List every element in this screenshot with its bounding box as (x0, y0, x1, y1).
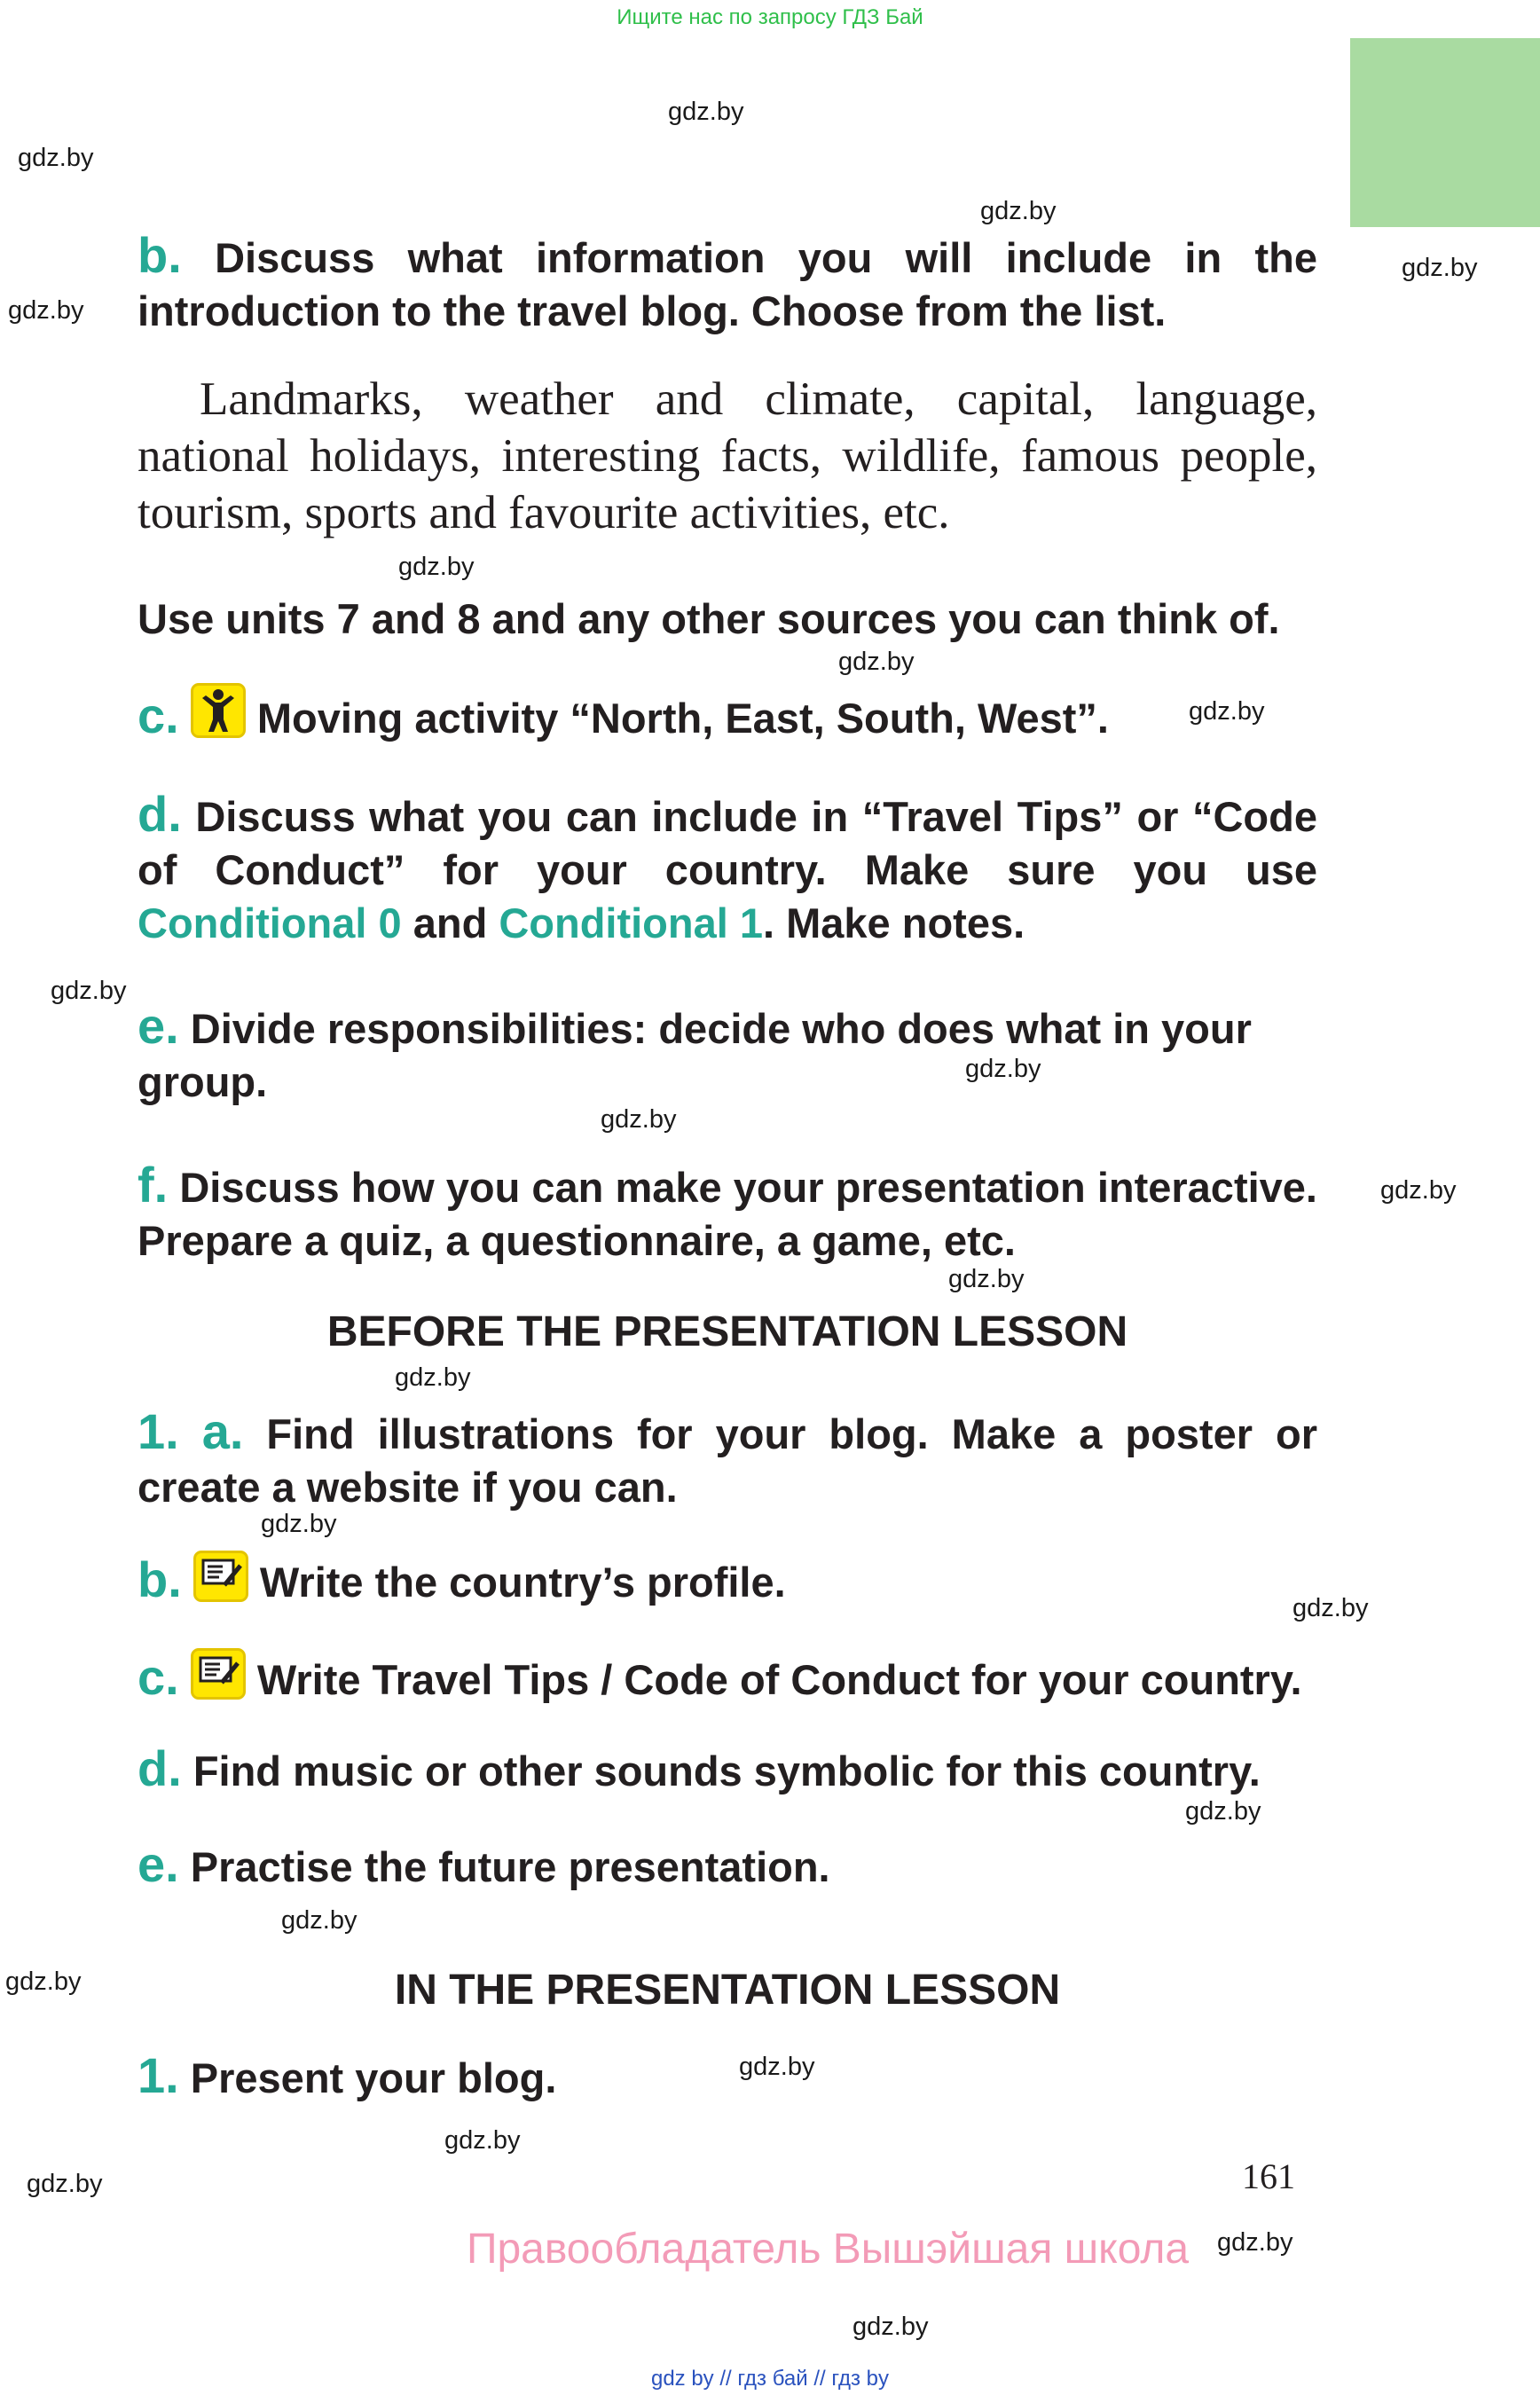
task-letter: b. (138, 1551, 182, 1607)
task-f (138, 1158, 1317, 1268)
before-task-1a (138, 1405, 1317, 1514)
watermark: gdz.by (1185, 1797, 1261, 1826)
watermark: gdz.by (1292, 1594, 1369, 1622)
page-number: 161 (1242, 2156, 1295, 2196)
before-task-1d (138, 1742, 1317, 1798)
task-letter: e. (138, 1836, 179, 1892)
task-text: Write Travel Tips / Code of Conduct for your country. (256, 1656, 1302, 1703)
task-letter: d. (138, 786, 182, 842)
task-letter: b. (138, 227, 182, 283)
task-d (138, 788, 1317, 950)
watermark: gdz.by (739, 2053, 815, 2081)
task-text: Divide responsibilities: decide who does what in your group. (138, 1005, 1252, 1105)
use-units-note: Use units 7 and 8 and any other sources you can think of. (138, 595, 1280, 642)
top-banner: Ищите нас по запросу ГДЗ Бай (617, 5, 923, 29)
watermark: gdz.by (398, 553, 475, 581)
task-text: . Make notes. (763, 899, 1025, 946)
task-letter: f. (138, 1157, 169, 1213)
watermark: gdz.by (1402, 254, 1478, 282)
task-c (138, 683, 1317, 745)
watermark: gdz.by (27, 2170, 103, 2198)
conditional-0-term: Conditional 0 (138, 899, 402, 946)
watermark: gdz.by (281, 1906, 358, 1935)
conditional-1-term: Conditional 1 (499, 899, 763, 946)
task-text: and (412, 899, 488, 946)
before-task-1c (138, 1648, 1317, 1707)
watermark: gdz.by (948, 1265, 1025, 1293)
heading-in-presentation: IN THE PRESENTATION LESSON (394, 1967, 1061, 2014)
watermark: gdz.by (1380, 1176, 1457, 1205)
task-text: Find music or other sounds symbolic for this country. (192, 1747, 1261, 1794)
watermark: gdz.by (51, 977, 127, 1005)
watermark: gdz.by (601, 1105, 677, 1134)
watermark: gdz.by (668, 98, 744, 126)
task-letter: a. (201, 1403, 244, 1459)
task-letter: e. (138, 998, 179, 1054)
task-number: 1. (138, 1403, 179, 1459)
green-corner-tab (1350, 38, 1540, 227)
watermark: gdz.by (444, 2126, 521, 2155)
watermark: gdz.by (838, 648, 915, 676)
task-text: Discuss how you can make your presentation interactive. Prepare a quiz, a questionnaire, a game, etc. (138, 1164, 1317, 1264)
rights-holder: Правообладатель Вышэйшая школа (466, 2226, 1190, 2273)
task-number: 1. (138, 2047, 179, 2103)
task-letter: c. (138, 687, 179, 743)
watermark: gdz.by (395, 1363, 471, 1392)
task-b (138, 229, 1317, 338)
footer-links: gdz by // гдз бай // гдз by (650, 2367, 890, 2391)
writing-icon (193, 1551, 248, 1602)
task-letter: d. (138, 1740, 182, 1796)
task-text: Present your blog. (190, 2054, 557, 2101)
watermark: gdz.by (18, 144, 94, 172)
watermark: gdz.by (8, 296, 84, 325)
watermark: gdz.by (261, 1510, 337, 1538)
task-text: Find illustrations for your blog. Make a poster or create a website if you can. (138, 1410, 1317, 1511)
watermark: gdz.by (1189, 697, 1265, 726)
watermark: gdz.by (852, 2313, 929, 2341)
task-text: Write the country’s profile. (259, 1559, 786, 1606)
writing-icon (191, 1648, 246, 1700)
watermark: gdz.by (1217, 2228, 1293, 2257)
task-text: Moving activity “North, East, South, West”. (256, 695, 1109, 742)
watermark: gdz.by (5, 1967, 82, 1996)
task-e (138, 1000, 1317, 1109)
task-text: Discuss what information you will include in the introduction to the travel blog. Choose from the list. (138, 234, 1317, 334)
moving-person-icon (191, 683, 246, 738)
watermark: gdz.by (965, 1055, 1041, 1083)
task-letter: c. (138, 1649, 179, 1705)
topics-list: Landmarks, weather and climate, capital, language, national holidays, interesting facts, wildlife, famous people, tourism, sports and favourite activities, etc. (138, 373, 1317, 538)
before-task-1e (138, 1838, 1317, 1894)
watermark: gdz.by (980, 197, 1057, 225)
heading-before-presentation: BEFORE THE PRESENTATION LESSON (326, 1308, 1128, 1355)
task-text: Discuss what you can include in “Travel Tips” or “Code of Conduct” for your country. Make sure you use (138, 793, 1317, 893)
in-task-1 (138, 2049, 1317, 2105)
before-task-1b (138, 1551, 1317, 1609)
task-text: Practise the future presentation. (190, 1843, 830, 1890)
